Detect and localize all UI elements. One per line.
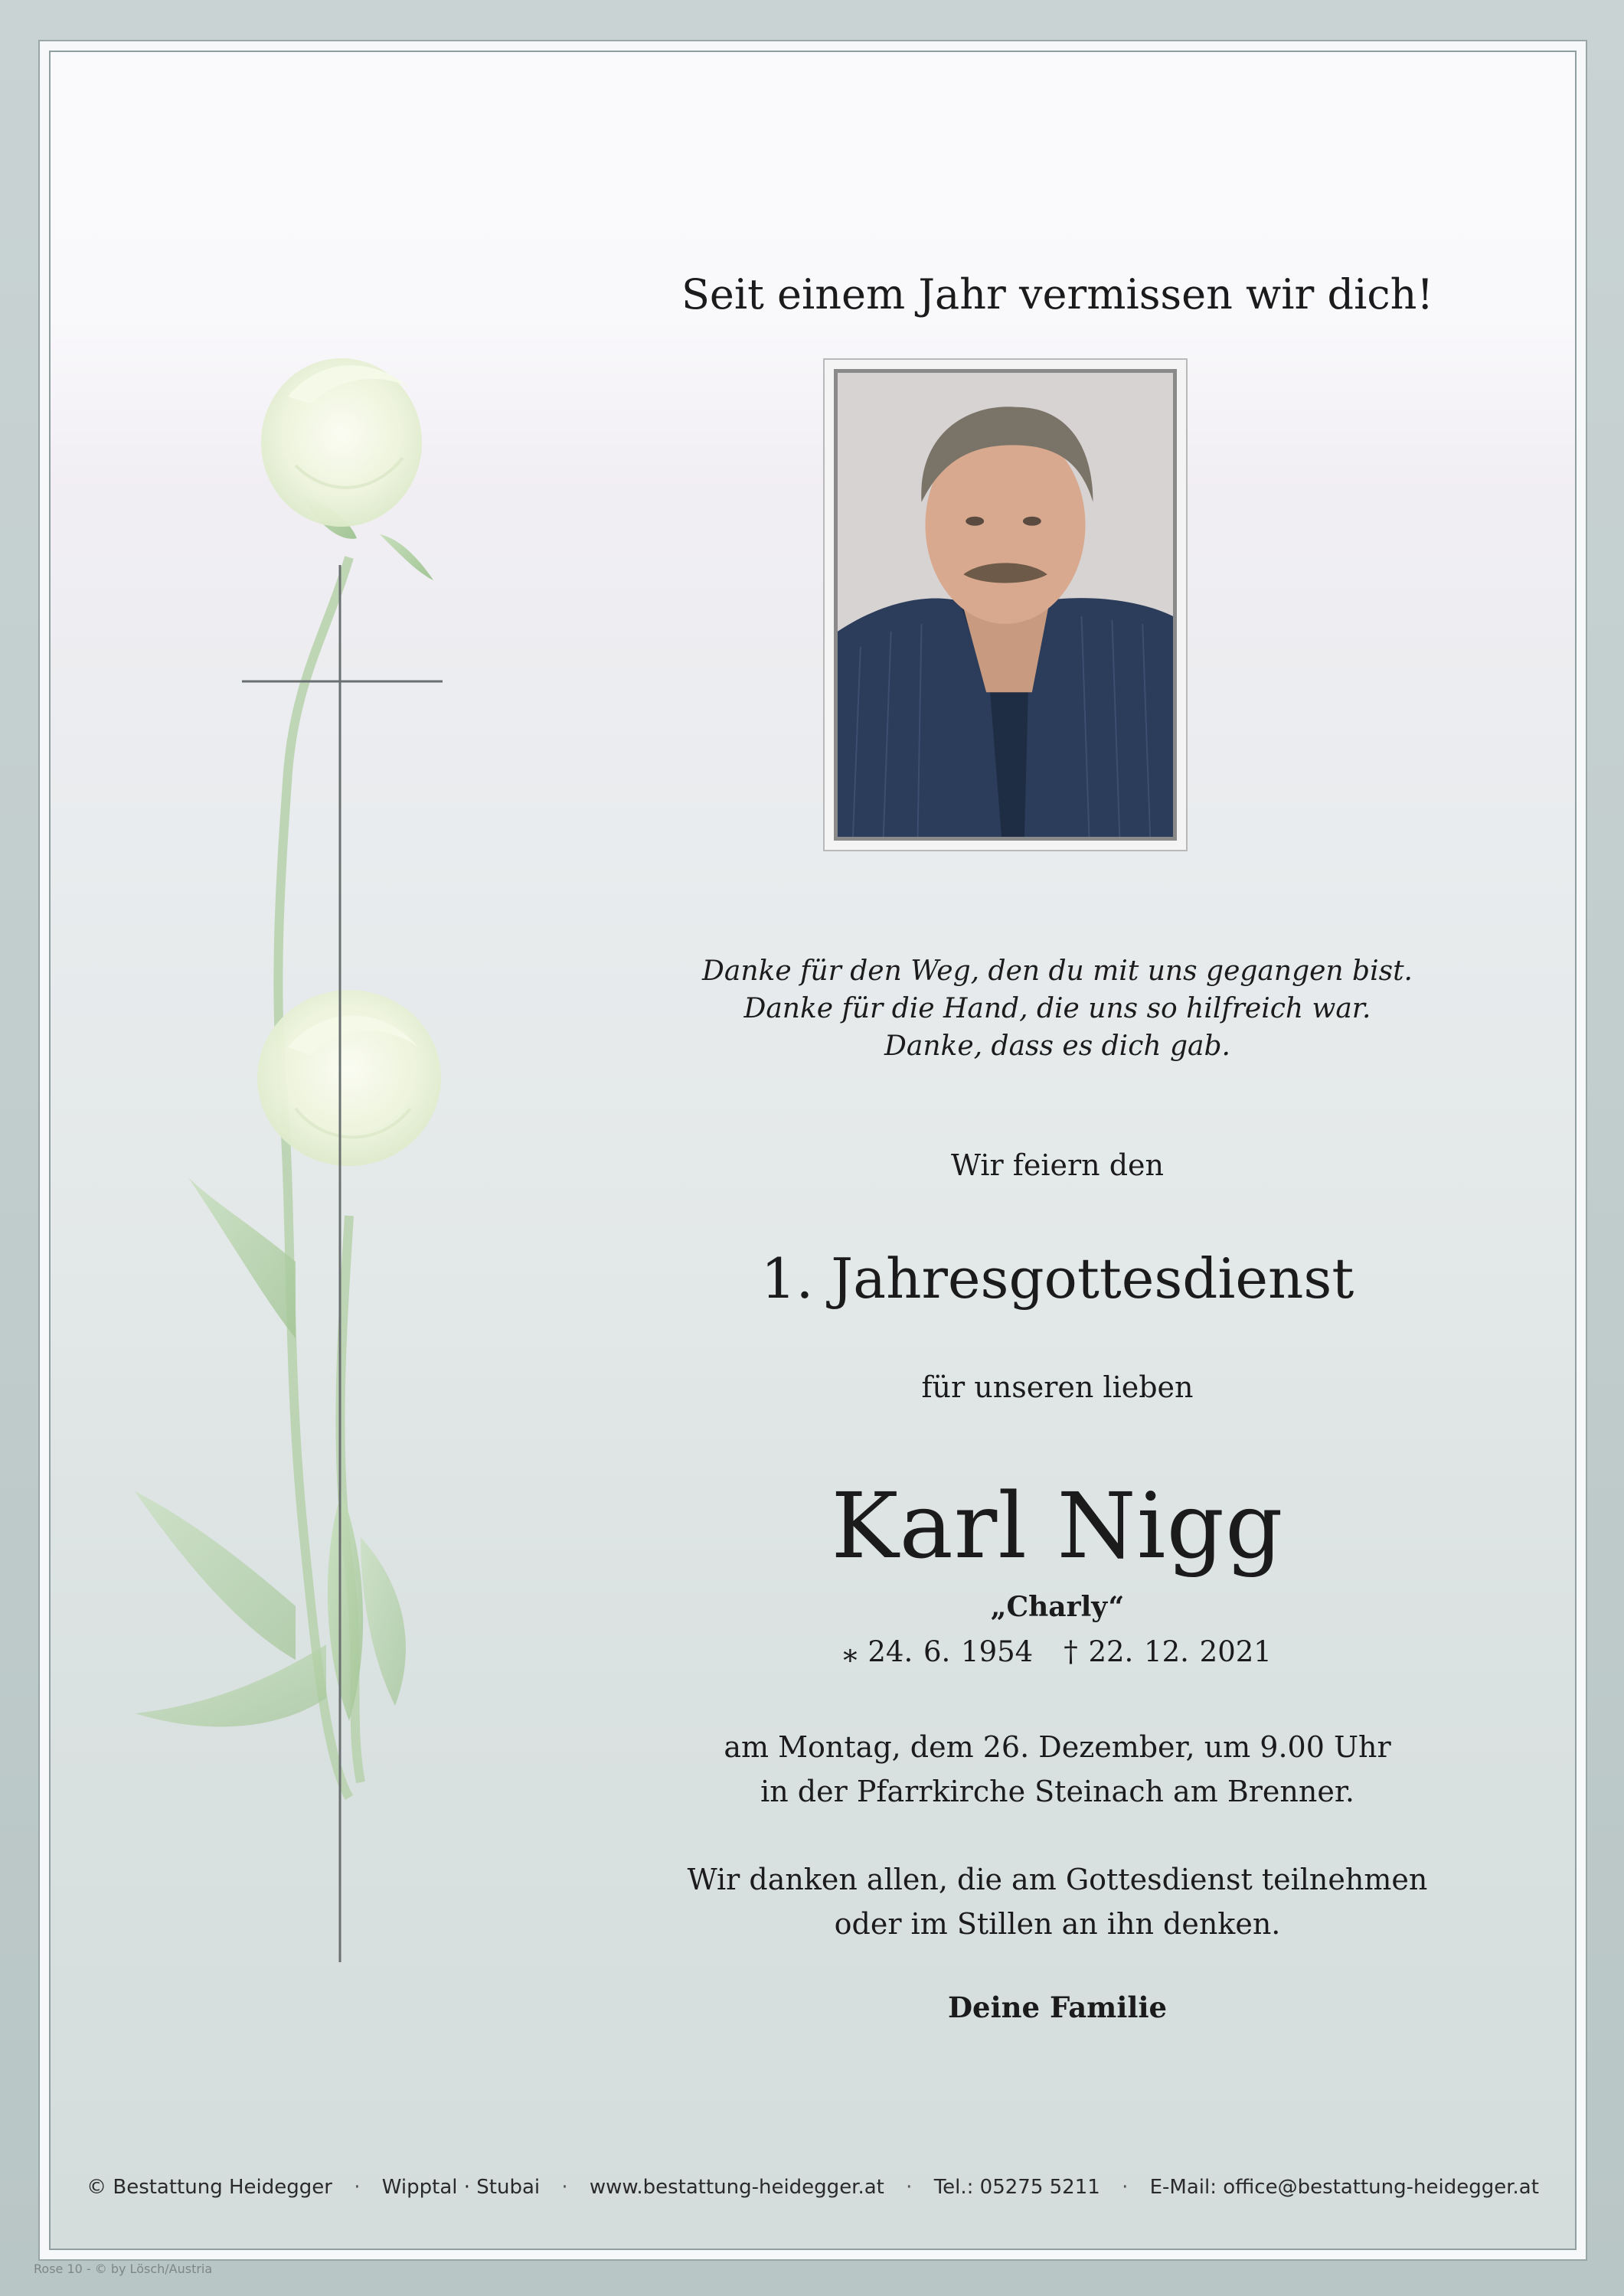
quote-line-2: Danke für die Hand, die uns so hilfreich war. [743, 993, 1371, 1024]
headline: Seit einem Jahr vermissen wir dich! [681, 270, 1434, 318]
quote-line-3: Danke, dass es dich gab. [884, 1030, 1230, 1062]
portrait-photo [834, 369, 1177, 841]
portrait-image [838, 373, 1173, 837]
service-line-2: in der Pfarrkirche Steinach am Brenner. [760, 1775, 1354, 1808]
portrait-photo-frame [823, 358, 1188, 851]
deceased-name: Karl Nigg [831, 1473, 1284, 1579]
footer-separator: · [354, 2176, 361, 2199]
footer-company: © Bestattung Heidegger [87, 2176, 332, 2199]
footer-separator: · [561, 2176, 568, 2199]
card-sheet [49, 51, 1577, 2250]
intro-text: Wir feiern den [951, 1148, 1164, 1182]
service-details [587, 1725, 1528, 1814]
life-dates [587, 1635, 1528, 1668]
rose-cross-illustration [96, 343, 571, 2104]
nickname: „Charly“ [990, 1591, 1125, 1623]
intro-text-2: für unseren lieben [921, 1370, 1194, 1404]
footer-phone: Tel.: 05275 5211 [933, 2176, 1100, 2199]
thanks-line-1: Wir danken allen, die am Gottesdienst teilnehmen [687, 1863, 1428, 1896]
thanks-text [587, 1857, 1528, 1946]
birth-date: ⁎ 24. 6. 1954 [843, 1635, 1034, 1668]
service-line-1: am Montag, dem 26. Dezember, um 9.00 Uhr [724, 1730, 1391, 1764]
footer-separator: · [906, 2176, 913, 2199]
image-credit: Rose 10 - © by Lösch/Austria [34, 2262, 213, 2276]
thanks-line-2: oder im Stillen an ihn denken. [834, 1907, 1281, 1941]
footer-website[interactable]: www.bestattung-heidegger.at [589, 2176, 884, 2199]
death-date: † 22. 12. 2021 [1064, 1635, 1272, 1668]
signature: Deine Familie [947, 1991, 1168, 2024]
memorial-quote [587, 952, 1528, 1065]
footer-email[interactable]: E-Mail: office@bestattung-heidegger.at [1149, 2176, 1539, 2199]
footer-separator: · [1122, 2176, 1129, 2199]
quote-line-1: Danke für den Weg, den du mit uns gegangen bist. [702, 955, 1413, 987]
footer [49, 2176, 1577, 2199]
footer-region: Wipptal · Stubai [381, 2176, 541, 2199]
event-title: 1. Jahresgottesdienst [760, 1246, 1354, 1311]
